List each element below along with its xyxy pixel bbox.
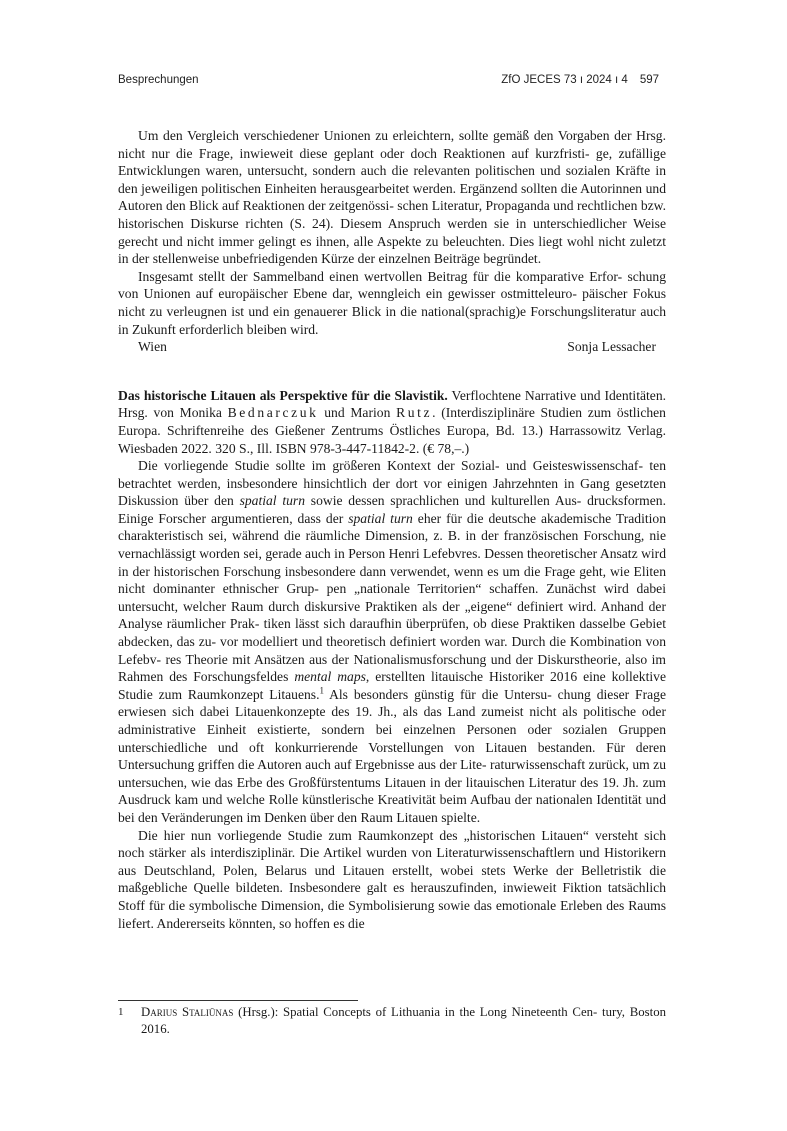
page-number: 597 (639, 74, 659, 86)
footnote-number: 1 (118, 1006, 124, 1018)
reviewer-place: Wien (138, 339, 167, 355)
footnote-text (141, 1004, 666, 1038)
section-title: Besprechungen (118, 74, 199, 86)
term-mental-maps: mental maps (294, 669, 366, 685)
term-spatial-turn: spatial turn (348, 510, 413, 526)
term-spatial-turn: spatial turn (239, 493, 306, 509)
prev-review-paragraph-2: Insgesamt stellt der Sammelband einen wertvollen Beitrag für die komparative Erfor- schung von Unionen auf europäischer Ebene dar, wenngleich ein gewisser ostmitteleuro- päischer Fokus nicht zu verleugnen ist und ein genauerer Blick in die national(sprachig)e Forschungsliteratur auch in Zukunft erforderlich bleiben wird. (118, 268, 666, 337)
review-paragraph-2: Die hier nun vorliegende Studie zum Raumkonzept des „historischen Litauen“ versteht sich noch stärker als interdisziplinär. Die Artikel wurden von Literaturwissenschaftlern und Historikern aus Deutschland, Polen, Belarus und Litauen erstellt, wobei stets Werke der Belletristik die maßgebliche Quelle bildeten. Insbesondere galt es herauszufinden, inwieweit Fiktion tatsächlich Stoff für die symbolische Dimension, die Symbolisierung sowie das emotionale Erleben des Raums liefert. Andererseits könnten, so hoffen es die (118, 827, 666, 931)
main-text (118, 127, 666, 932)
editor-1: Bednarczuk (227, 405, 319, 421)
footnote-citation: (Hrsg.): Spatial Concepts of Lithuania in the Long Nineteenth Cen- tury, Boston 2016. (141, 1005, 667, 1036)
footnote-reference[interactable]: 1 (319, 685, 324, 696)
text-run: eher für die deutsche akademische Tradition charakteristisch sei, während die räumliche Dimension, z. B. in der französischen Forschung, nie vernachlässigt worden sei, gerade auch in Person Henri Lefebvres. Dessen theoretischer Ansatz wird in der historischen Forschung insbesondere dann verwendet, wenn es um die Frage geht, wie Eliten nicht dominanter ethnischer Grup- pen „nationale Territorien“ schaffen. Zunächst wird dabei untersucht, welcher Raum durch diskursive Praktiken als der „eigene“ definiert wird. Anhand der Analyse räumlicher Prak- tiken lässt sich daraufhin überprüfen, ob diese Praktiken dasselbe Gebiet abdecken, das zu- vor modelliert und theoretisch definiert worden war. Durch die Kombination von Lefebv- res Theorie mit Ansätzen aus der Nationalismusforschung und der Diskurstheorie, also im Rahmen des Forschungsfeldes (118, 510, 666, 685)
editor-2: Rutz (396, 405, 433, 421)
book-subtitle: Verflochtene Narrative und Identitäten. Hrsg. von Monika (118, 387, 667, 421)
review-bibliographic-header (118, 387, 666, 457)
prev-review-paragraph-1: Um den Vergleich verschiedener Unionen zu erleichtern, sollte gemäß den Vorgaben der Hrsg. nicht nur die Frage, inwieweit diese geplant oder doch Reaktionen auf kurzfristi- ge, zufällige Entwicklungen waren, untersucht, sondern auch die relevanten politischen und sozialen Kräfte in den jeweiligen politischen Einheiten herausgearbeitet werden. Ergänzend sollten die Autorinnen und Autoren den Blick auf Reaktionen der zeitgenössi- schen Literatur, Propaganda und rechtlichen bzw. historischen Diskurse richten (S. 24). Diesem Anspruch werden sie in unterschiedlicher Weise gerecht und nicht immer gelingt es ihnen, alle Aspekte zu beleuchten. Dies liegt wohl nicht zuletzt in der stellenweise unbefriedigenden Kürze der einzelnen Beiträge begründet. (118, 128, 666, 267)
review-paragraph-1 (118, 457, 666, 826)
text-run: Als besonders günstig für die Untersu- chung dieser Frage erwiesen sich dabei Litauenkonzepte des 19. Jh., als das Land zumeist nicht als politische oder administrative Einheit existierte, sondern bei einzelnen Personen oder sozialen Gruppen unterschiedliche und oft konkurrierende Vorstellungen von Litauen bestanden. Für deren Untersuchung griffen die Autoren auch auf Ergebnisse aus der Lite- raturwissenschaft zurück, um zu untersuchen, wie das Erbe des Großfürstentums Litauen in der litauischen Literatur des 19. Jh. zum Ausdruck kam und welche Rolle künstlerische Kreativität beim Aufbau der nationalen Identität und bei den Veränderungen im Denken über den Raum Litauen spielte. (118, 686, 666, 825)
book-details: . (Interdisziplinäre Studien zum östlichen Europa. Schriftenreihe des Gießener Zentrums Östliches Europa, Bd. 13.) Harrassowitz Verlag. Wiesbaden 2022. 320 S., Ill. ISBN 978-3-447-11842-2. (€ 78,–.) (118, 405, 666, 456)
text-run: Die vorliegende Studie sollte im größeren Kontext der Sozial- und Geisteswissenschaf- ten betrachtet werden, insbesondere hinsichtlich der dort vor einigen Jahrzehnten in Gang gesetzten Diskussion über den (118, 458, 666, 509)
book-title: Das historische Litauen als Perspektive für die Slavistik. (118, 387, 448, 403)
text-run: , erstellten litauische Historiker 2016 eine kollektive Studie zum Raumkonzept Litauens. (118, 669, 666, 702)
footnote-author: Darius Staliūnas (141, 1005, 234, 1019)
footnote (118, 1004, 666, 1038)
reviewer-signature (118, 338, 666, 356)
editor-conjunction: und Marion (324, 405, 391, 421)
footnote-divider (118, 1000, 358, 1001)
journal-name: ZfO JECES 73 ı 2024 ı 4 (501, 74, 628, 86)
journal-info (501, 74, 659, 86)
text-run: sowie dessen sprachlichen und kulturellen Aus- drucksformen. Einige Forscher argumentieren, dass der (118, 493, 666, 526)
reviewer-name: Sonja Lessacher (567, 339, 656, 355)
